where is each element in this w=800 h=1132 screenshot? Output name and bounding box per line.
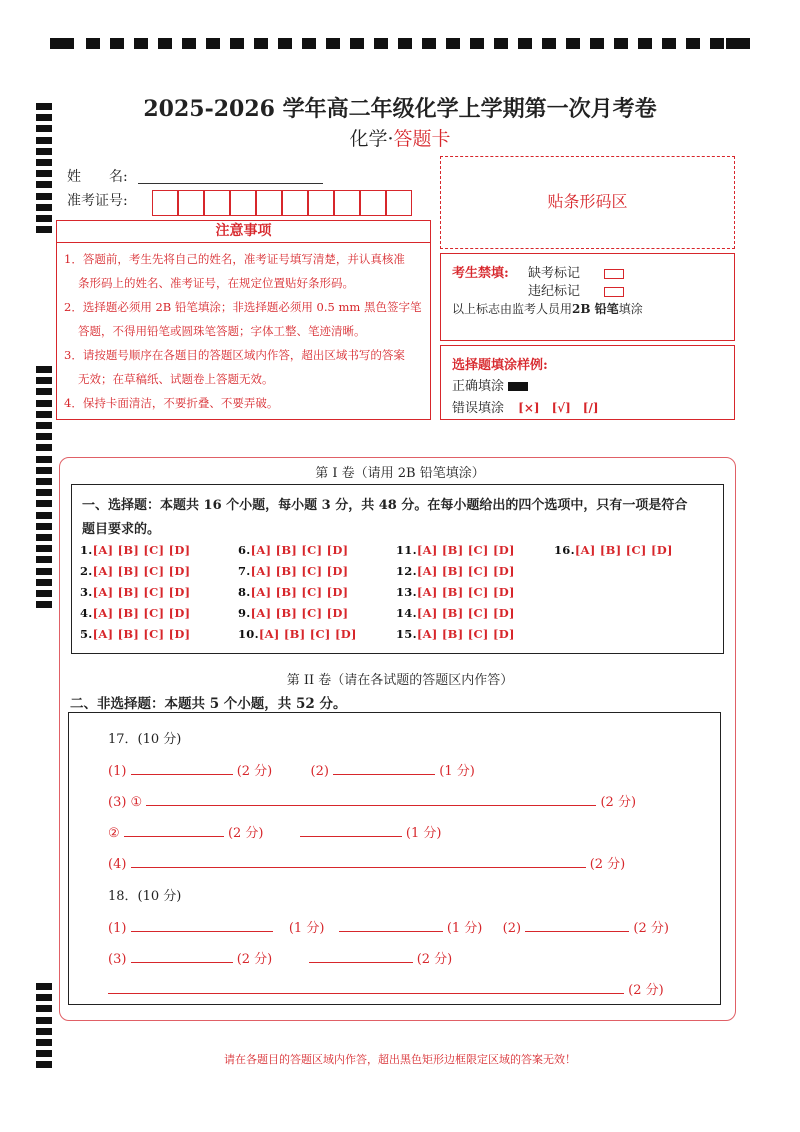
q18-3b-score: (2 分)	[416, 952, 453, 967]
side-mark	[36, 500, 52, 507]
id-box[interactable]	[230, 190, 256, 216]
correct-fill-sample	[508, 382, 528, 391]
part2-heading: 第 II 卷（请在各试题的答题区内作答）	[286, 673, 514, 688]
absent-row	[528, 262, 624, 281]
choice-options[interactable]: [A] [B] [C] [D]	[574, 543, 673, 557]
choice-number: 13.	[396, 585, 417, 599]
side-mark	[36, 489, 52, 496]
q17-2-label: (2)	[310, 764, 329, 779]
sample-label: 选择题填涂样例:	[452, 358, 548, 373]
choice-options[interactable]: [A] [B] [C] [D]	[92, 627, 191, 641]
absent-label: 缺考标记	[528, 266, 581, 281]
forbidden-label: 考生禁填:	[452, 266, 509, 281]
footer-note: 请在各题目的答题区域内作答，超出黑色矩形边框限定区域的答案无效！	[224, 1053, 576, 1066]
name-field[interactable]	[138, 182, 323, 184]
choice-number: 6.	[238, 543, 251, 557]
q17-3-3-blank[interactable]	[300, 824, 402, 837]
choice-options[interactable]: [A] [B] [C] [D]	[92, 543, 191, 557]
side-mark	[36, 411, 52, 418]
q17-4-label: (4)	[108, 857, 127, 872]
choice-options[interactable]: [A] [B] [C] [D]	[258, 627, 357, 641]
q17-row3	[108, 822, 441, 841]
side-mark	[36, 159, 52, 166]
choice-number: 8.	[238, 585, 251, 599]
part1-desc-line2: 题目要求的。	[82, 522, 161, 537]
note-post: 填涂	[618, 302, 643, 316]
q17-row2	[108, 791, 636, 810]
q17-row1	[108, 760, 475, 779]
id-label: 准考证号:	[67, 193, 128, 209]
barcode-label: 贴条形码区	[547, 192, 628, 211]
wrong-marks: [×] [√] [/]	[518, 401, 599, 415]
q18-row3	[108, 979, 664, 998]
barcode-area	[440, 156, 735, 249]
side-mark	[36, 1039, 52, 1046]
choice-question	[80, 543, 190, 557]
wrong-label: 错误填涂	[452, 401, 505, 416]
violation-mark[interactable]	[604, 287, 624, 297]
side-mark	[36, 545, 52, 552]
id-box[interactable]	[152, 190, 178, 216]
note-bold: 2B 铅笔	[572, 302, 619, 316]
choice-number: 15.	[396, 627, 417, 641]
choice-question	[396, 627, 515, 641]
subtitle-card: 答题卡	[393, 128, 451, 150]
q18-2-label: (2)	[502, 921, 522, 936]
choice-question	[80, 564, 190, 578]
side-mark	[36, 523, 52, 530]
side-mark	[36, 193, 52, 200]
choice-number: 2.	[80, 564, 93, 578]
q17-3-2-label: ②	[108, 826, 120, 841]
q17-row4	[108, 853, 625, 872]
id-box[interactable]	[256, 190, 282, 216]
side-mark	[36, 181, 52, 188]
side-mark	[36, 422, 52, 429]
id-box[interactable]	[204, 190, 230, 216]
choice-options[interactable]: [A] [B] [C] [D]	[416, 627, 515, 641]
choice-question	[238, 585, 348, 599]
choice-question	[80, 606, 190, 620]
choice-options[interactable]: [A] [B] [C] [D]	[92, 585, 191, 599]
choice-options[interactable]: [A] [B] [C] [D]	[250, 585, 349, 599]
choice-number: 10.	[238, 627, 259, 641]
q18-title: 18．(10 分)	[108, 889, 182, 904]
side-mark	[36, 579, 52, 586]
side-mark	[36, 215, 52, 222]
choice-question	[396, 585, 515, 599]
side-mark	[36, 204, 52, 211]
choice-question	[238, 543, 348, 557]
notice-heading: 注意事项	[56, 221, 431, 243]
choice-options[interactable]: [A] [B] [C] [D]	[92, 564, 191, 578]
choice-question	[396, 564, 515, 578]
q17-4-blank[interactable]	[131, 855, 586, 868]
q18-1b-score: (1 分)	[446, 921, 483, 936]
choice-number: 7.	[238, 564, 251, 578]
q18-row1	[108, 917, 669, 936]
side-mark	[36, 1005, 52, 1012]
choice-question	[396, 543, 515, 557]
choice-options[interactable]: [A] [B] [C] [D]	[416, 564, 515, 578]
id-box[interactable]	[308, 190, 334, 216]
part1-desc-line1: 一、选择题：本题共 16 个小题，每小题 3 分，共 48 分。在每小题给出的四个选项中，只有一项是符合	[82, 498, 688, 513]
q17-3-1-score: (2 分)	[600, 795, 637, 810]
choice-options[interactable]: [A] [B] [C] [D]	[416, 585, 515, 599]
choice-options[interactable]: [A] [B] [C] [D]	[416, 606, 515, 620]
id-box[interactable]	[334, 190, 360, 216]
side-mark	[36, 556, 52, 563]
choice-question	[238, 606, 348, 620]
q18-4-blank[interactable]	[108, 981, 624, 994]
side-mark	[36, 366, 52, 373]
q17-title: 17．(10 分)	[108, 732, 182, 747]
q18-4-score: (2 分)	[628, 983, 664, 998]
choice-question	[554, 543, 673, 557]
q17-4-score: (2 分)	[589, 857, 626, 872]
q18-3-blank[interactable]	[131, 950, 233, 963]
side-mark	[36, 1028, 52, 1035]
side-mark	[36, 983, 52, 990]
id-number-boxes[interactable]	[152, 190, 412, 216]
part1-heading: 第 I 卷（请用 2B 铅笔填涂）	[315, 466, 485, 481]
choice-number: 16.	[554, 543, 575, 557]
notice-item-2a: 2．选择题必须用 2B 铅笔填涂；非选择题必须用 0.5 mm 黑色签字笔	[64, 300, 422, 314]
page-title: 2025-2026 学年高二年级化学上学期第一次月考卷	[143, 96, 657, 122]
choice-number: 12.	[396, 564, 417, 578]
side-mark	[36, 601, 52, 608]
q18-3-score: (2 分)	[236, 952, 273, 967]
id-box[interactable]	[178, 190, 204, 216]
choice-options[interactable]: [A] [B] [C] [D]	[250, 606, 349, 620]
notice-item-1b: 条形码上的姓名、准考证号，在规定位置贴好条形码。	[78, 276, 354, 290]
q18-1-blank[interactable]	[131, 919, 273, 932]
choice-options[interactable]: [A] [B] [C] [D]	[92, 606, 191, 620]
absent-mark[interactable]	[604, 269, 624, 279]
notice-item-3b: 无效；在草稿纸、试题卷上答题无效。	[78, 372, 274, 386]
side-mark	[36, 534, 52, 541]
choice-number: 11.	[396, 543, 417, 557]
choice-question	[238, 564, 348, 578]
q17-3-3-score: (1 分)	[405, 826, 442, 841]
q18-2-score: (2 分)	[633, 921, 669, 936]
choice-number: 1.	[80, 543, 93, 557]
id-box[interactable]	[360, 190, 386, 216]
choice-options[interactable]: [A] [B] [C] [D]	[416, 543, 515, 557]
notice-item-2b: 答题，不得用铅笔或圆珠笔答题；字体工整、笔迹清晰。	[78, 324, 366, 338]
q18-2-blank[interactable]	[525, 919, 629, 932]
choice-number: 3.	[80, 585, 93, 599]
id-box[interactable]	[282, 190, 308, 216]
q17-3-2-blank[interactable]	[124, 824, 224, 837]
q17-2-blank[interactable]	[333, 762, 435, 775]
side-mark	[36, 400, 52, 407]
side-mark	[36, 444, 52, 451]
violation-row	[528, 280, 624, 299]
name-label: 姓 名:	[67, 169, 128, 185]
choice-options[interactable]: [A] [B] [C] [D]	[250, 564, 349, 578]
notice-item-4: 4．保持卡面清洁，不要折叠、不要弄破。	[64, 396, 279, 410]
q18-1-score: (1 分)	[288, 921, 325, 936]
choice-number: 4.	[80, 606, 93, 620]
choice-question	[80, 585, 190, 599]
q18-1-label: (1)	[108, 921, 127, 936]
choice-question	[80, 627, 190, 641]
notice-item-1a: 1．答题前，考生先将自己的姓名，准考证号填写清楚，并认真核准	[64, 252, 405, 266]
notice-item-3a: 3．请按题号顺序在各题目的答题区域内作答，超出区域书写的答案	[64, 348, 405, 362]
top-timing-marks	[50, 38, 750, 52]
forbidden-note	[452, 300, 643, 317]
correct-label: 正确填涂	[452, 379, 505, 394]
q17-3-1-blank[interactable]	[146, 793, 596, 806]
q17-1-blank[interactable]	[131, 762, 233, 775]
violation-label: 违纪标记	[528, 284, 581, 299]
subtitle-subject: 化学·	[349, 128, 394, 150]
choice-number: 9.	[238, 606, 251, 620]
side-mark	[36, 388, 52, 395]
side-mark	[36, 226, 52, 233]
q17-3-label: (3) ①	[108, 795, 143, 810]
q18-1b-blank[interactable]	[339, 919, 443, 932]
page-subtitle	[0, 124, 800, 151]
choice-question	[396, 606, 515, 620]
wrong-row	[452, 397, 599, 416]
choice-number: 5.	[80, 627, 93, 641]
q17-3-2-score: (2 分)	[227, 826, 264, 841]
side-mark	[36, 568, 52, 575]
side-mark	[36, 590, 52, 597]
q17-1-label: (1)	[108, 764, 127, 779]
side-mark	[36, 994, 52, 1001]
choice-number: 14.	[396, 606, 417, 620]
q17-1-score: (2 分)	[236, 764, 273, 779]
q18-3b-blank[interactable]	[309, 950, 413, 963]
id-box[interactable]	[386, 190, 412, 216]
q18-3-label: (3)	[108, 952, 127, 967]
side-mark	[36, 170, 52, 177]
q17-2-score: (1 分)	[439, 764, 475, 779]
correct-row	[452, 375, 528, 394]
part2-desc: 二、非选择题：本题共 5 个小题，共 52 分。	[70, 696, 347, 712]
note-pre: 以上标志由监考人员用	[452, 302, 573, 316]
side-mark	[36, 433, 52, 440]
q18-row2	[108, 948, 452, 967]
side-mark	[36, 1017, 52, 1024]
choice-question	[238, 627, 357, 641]
side-mark	[36, 377, 52, 384]
choice-options[interactable]: [A] [B] [C] [D]	[250, 543, 349, 557]
side-mark	[36, 512, 52, 519]
